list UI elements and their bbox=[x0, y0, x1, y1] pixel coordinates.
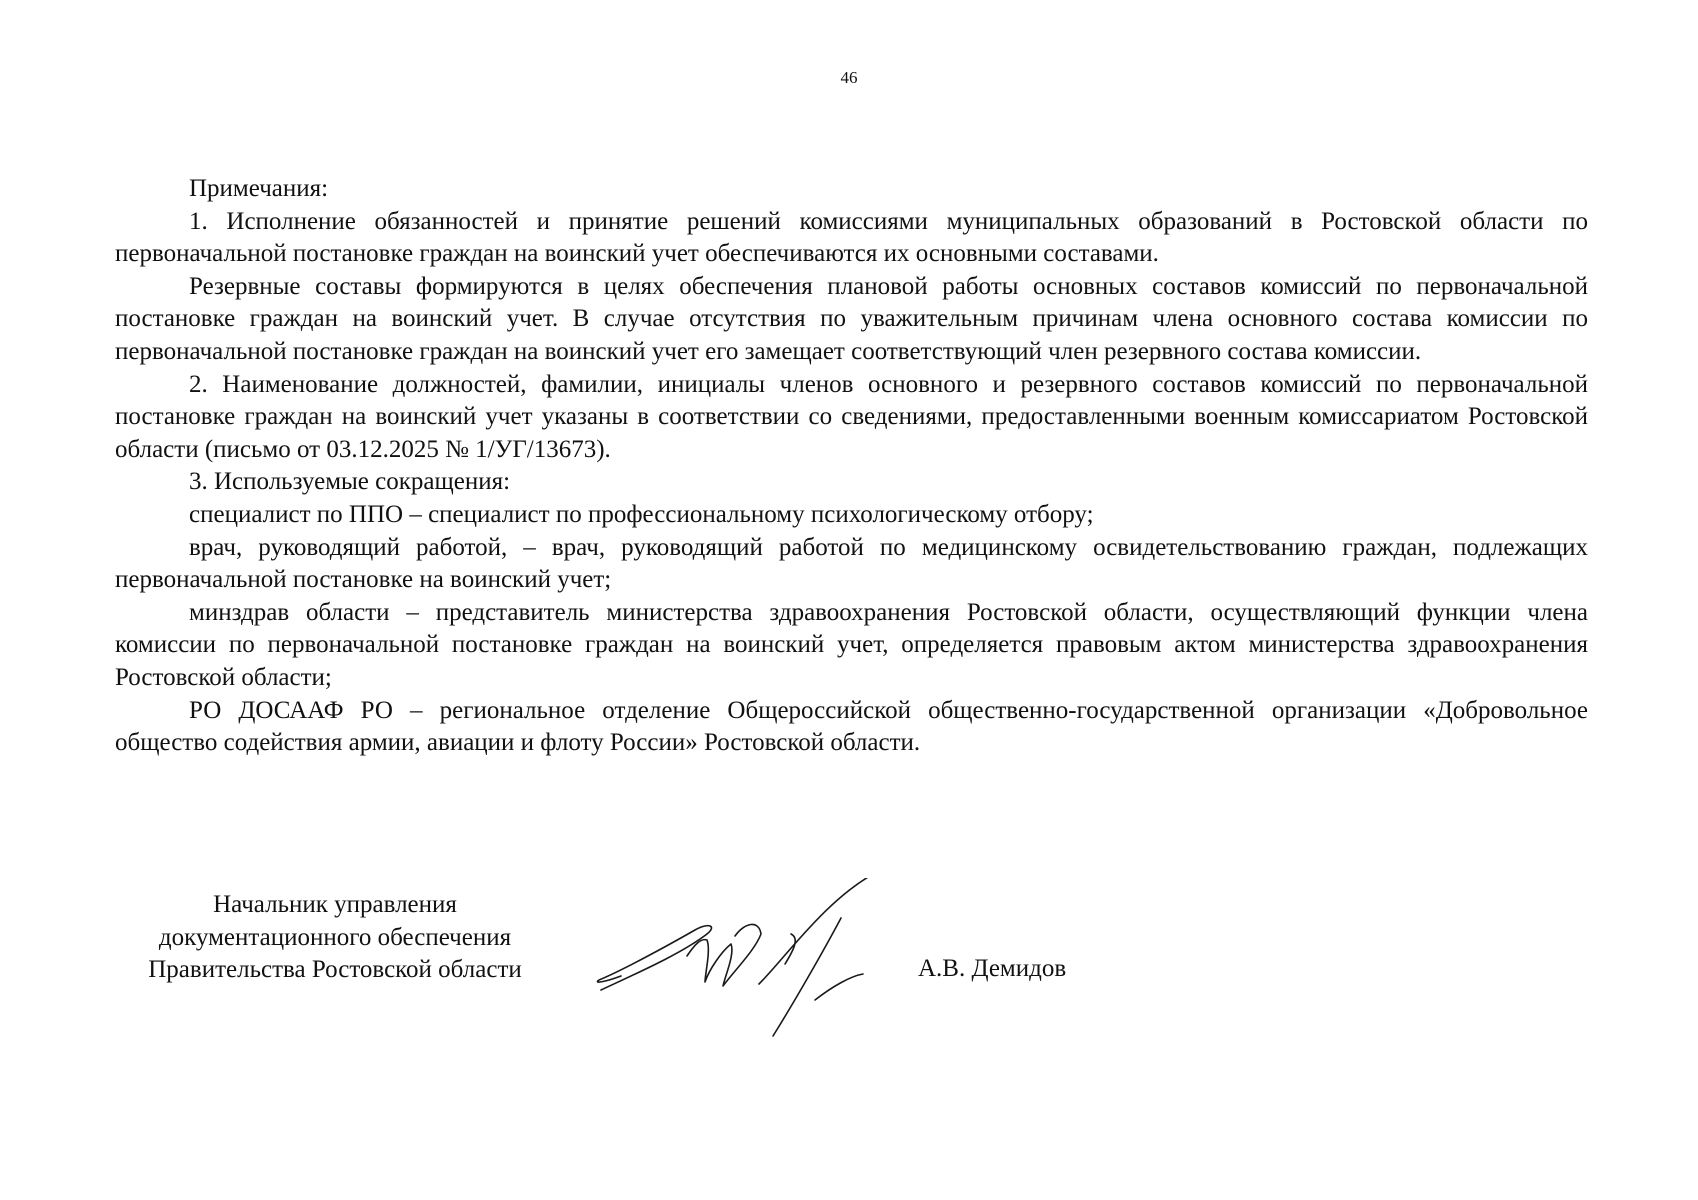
signatory-position-line-3: Правительства Ростовской области bbox=[148, 956, 522, 984]
notes-heading: Примечания: bbox=[189, 175, 329, 202]
notes-section bbox=[115, 173, 1588, 760]
note-paragraph-1: 1. Исполнение обязанностей и принятие решений комиссиями муниципальных образований в Ростовской области по первоначальной постановке граждан на воинский учет обеспечиваются их основными составами. bbox=[115, 207, 1588, 268]
handwritten-signature bbox=[595, 878, 895, 1038]
signatory-position-line-1: Начальник управления bbox=[213, 891, 457, 918]
signatory-name: А.В. Демидов bbox=[918, 955, 1067, 982]
signatory-position bbox=[105, 889, 565, 987]
note-paragraph-6: врач, руководящий работой, – врач, руководящий работой по медицинскому освидетельствованию граждан, подлежащих первоначальной постановке на воинский учет; bbox=[115, 533, 1588, 594]
note-paragraph-7: минздрав области – представитель министерства здравоохранения Ростовской области, осуществляющий функции члена комиссии по первоначальной постановке граждан на воинский учет, определяется правовым актом министерства здравоохранения Ростовской области; bbox=[115, 598, 1588, 691]
note-paragraph-4: 3. Используемые сокращения: bbox=[189, 468, 511, 496]
page-number: 46 bbox=[840, 68, 858, 87]
note-paragraph-2: Резервные составы формируются в целях обеспечения плановой работы основных составов комиссий по первоначальной постановке граждан на воинский учет. В случае отсутствия по уважительным причинам члена основного состава комиссии по первоначальной постановке граждан на воинский учет его замещает соответствующий член резервного состава комиссии. bbox=[115, 272, 1588, 365]
note-paragraph-8: РО ДОСААФ РО – региональное отделение Общероссийской общественно-государственной организации «Добровольное общество содействия армии, авиации и флоту России» Ростовской области. bbox=[115, 696, 1588, 757]
signatory-position-line-2: документационного обеспечения bbox=[158, 923, 512, 951]
note-paragraph-5: специалист по ППО – специалист по профессиональному психологическому отбору; bbox=[189, 500, 1094, 528]
note-paragraph-3: 2. Наименование должностей, фамилии, инициалы членов основного и резервного составов комиссий по первоначальной постановке граждан на воинский учет указаны в соответствии со сведениями, предоставленными военным комиссариатом Ростовской области (письмо от 03.12.2025 № 1/УГ/13673). bbox=[115, 370, 1588, 463]
